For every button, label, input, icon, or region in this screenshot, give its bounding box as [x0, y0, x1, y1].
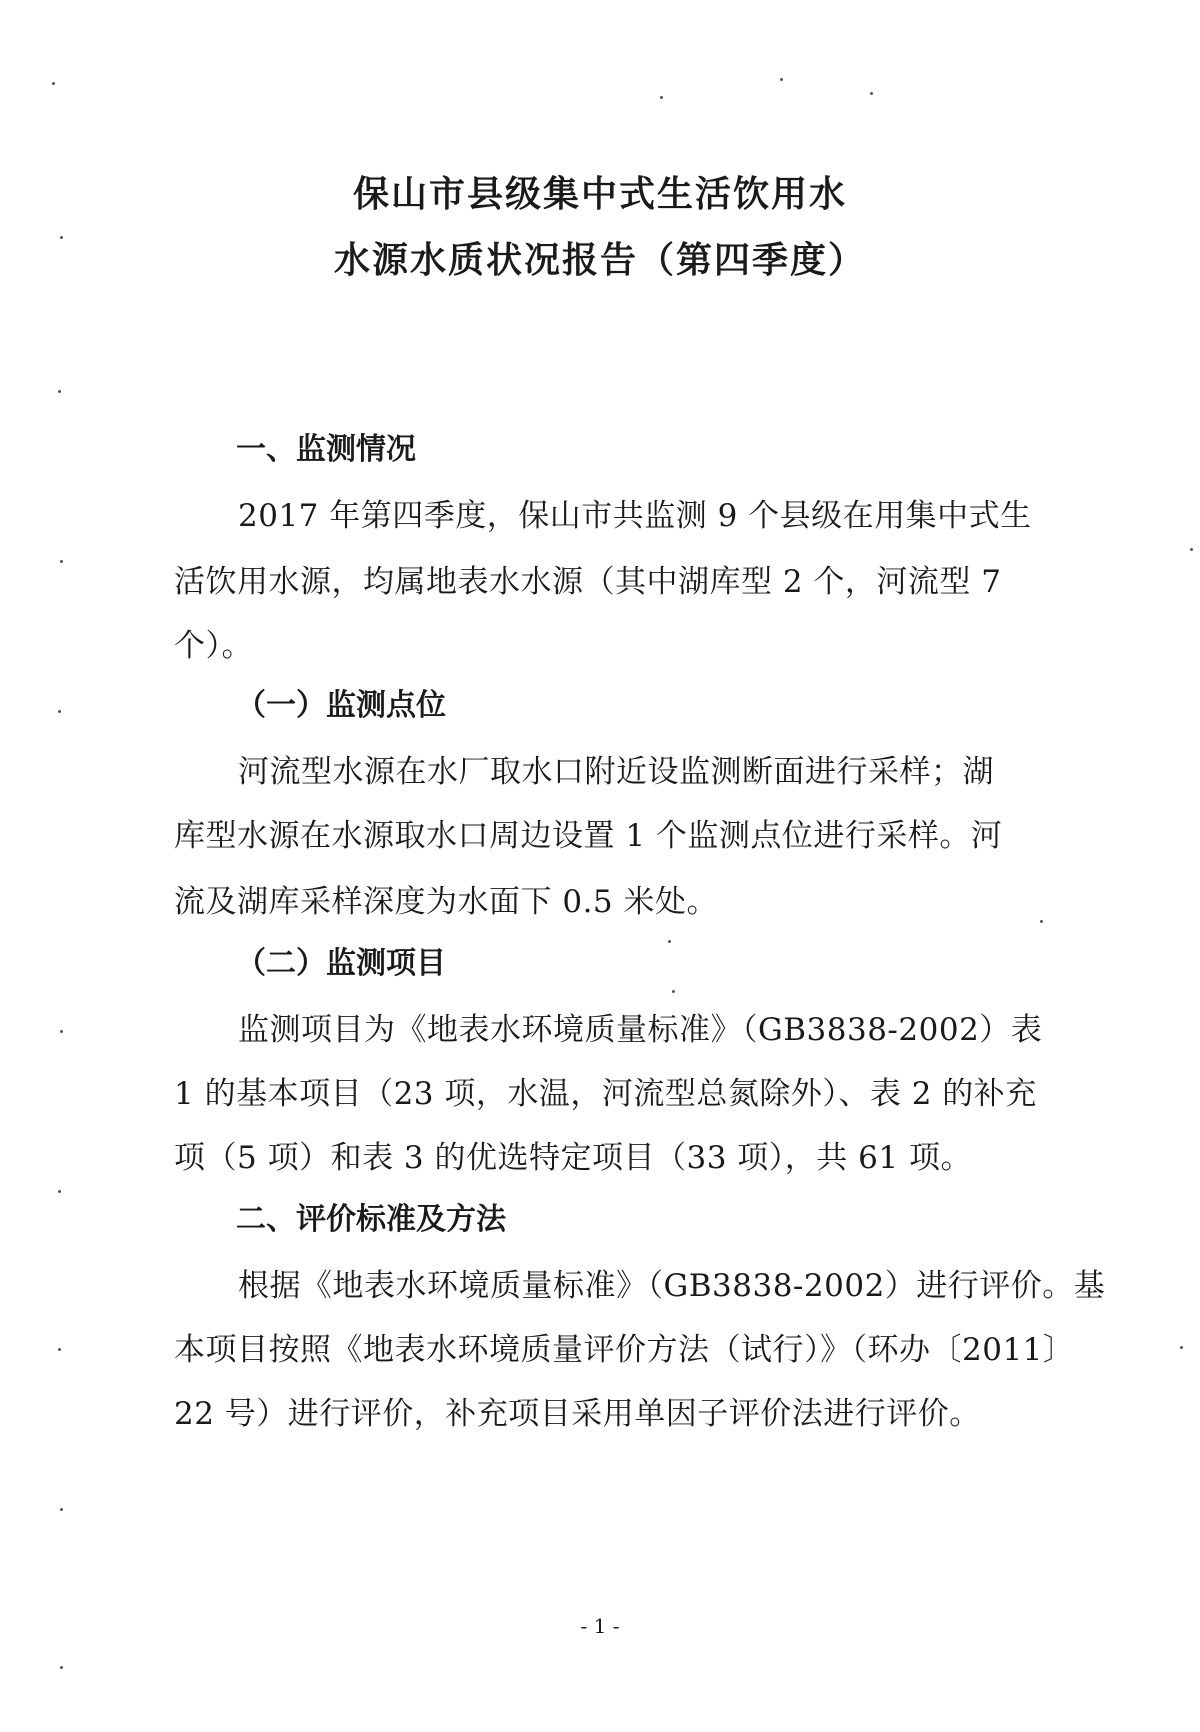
- scan-speck: [1190, 548, 1193, 551]
- scan-speck: [60, 560, 63, 563]
- section2-para-line: 根据《地表水环境质量标准》（GB3838-2002）进行评价。基: [238, 1268, 1106, 1304]
- scan-speck: [672, 990, 675, 993]
- scan-speck: [60, 1030, 63, 1033]
- scan-speck: [668, 940, 671, 943]
- sub1-para-line: 库型水源在水源取水口周边设置 1 个监测点位进行采样。河: [174, 818, 1003, 854]
- section1-para-line: 2017 年第四季度，保山市共监测 9 个县级在用集中式生: [238, 498, 1032, 534]
- section2-para-line: 22 号）进行评价，补充项目采用单因子评价法进行评价。: [174, 1396, 981, 1432]
- scan-speck: [60, 236, 63, 239]
- section1-heading: 一、监测情况: [236, 432, 416, 467]
- scan-speck: [60, 1508, 63, 1511]
- section1-para-line: 个）。: [174, 628, 253, 664]
- sub2-para-line: 项（5 项）和表 3 的优选特定项目（33 项），共 61 项。: [174, 1140, 972, 1176]
- scan-speck: [52, 82, 55, 85]
- scan-speck: [58, 1190, 61, 1193]
- scan-speck: [780, 78, 783, 81]
- section2-para-line: 本项目按照《地表水环境质量评价方法（试行）》（环办〔2011〕: [174, 1332, 1075, 1368]
- scan-speck: [58, 710, 61, 713]
- document-title-line1: 保山市县级集中式生活饮用水: [352, 174, 847, 215]
- section1-para-line: 活饮用水源，均属地表水水源（其中湖库型 2 个，河流型 7: [174, 564, 1002, 600]
- sub1-heading: （一）监测点位: [236, 688, 446, 723]
- sub1-para-line: 流及湖库采样深度为水面下 0.5 米处。: [174, 884, 719, 920]
- sub2-para-line: 1 的基本项目（23 项，水温，河流型总氮除外）、表 2 的补充: [174, 1076, 1037, 1112]
- page-number: - 1 -: [580, 1614, 620, 1638]
- scan-speck: [660, 96, 663, 99]
- scan-speck: [58, 390, 61, 393]
- scan-speck: [1180, 1346, 1183, 1349]
- sub2-para-line: 监测项目为《地表水环境质量标准》（GB3838-2002）表: [238, 1012, 1043, 1048]
- scan-speck: [1040, 920, 1043, 923]
- section2-heading: 二、评价标准及方法: [236, 1202, 506, 1237]
- document-title-line2: 水源水质状况报告（第四季度）: [333, 240, 866, 281]
- scan-speck: [870, 92, 873, 95]
- scan-speck: [58, 1348, 61, 1351]
- sub2-heading: （二）监测项目: [236, 946, 446, 981]
- sub1-para-line: 河流型水源在水厂取水口附近设监测断面进行采样；湖: [238, 754, 994, 790]
- scan-speck: [60, 1666, 63, 1669]
